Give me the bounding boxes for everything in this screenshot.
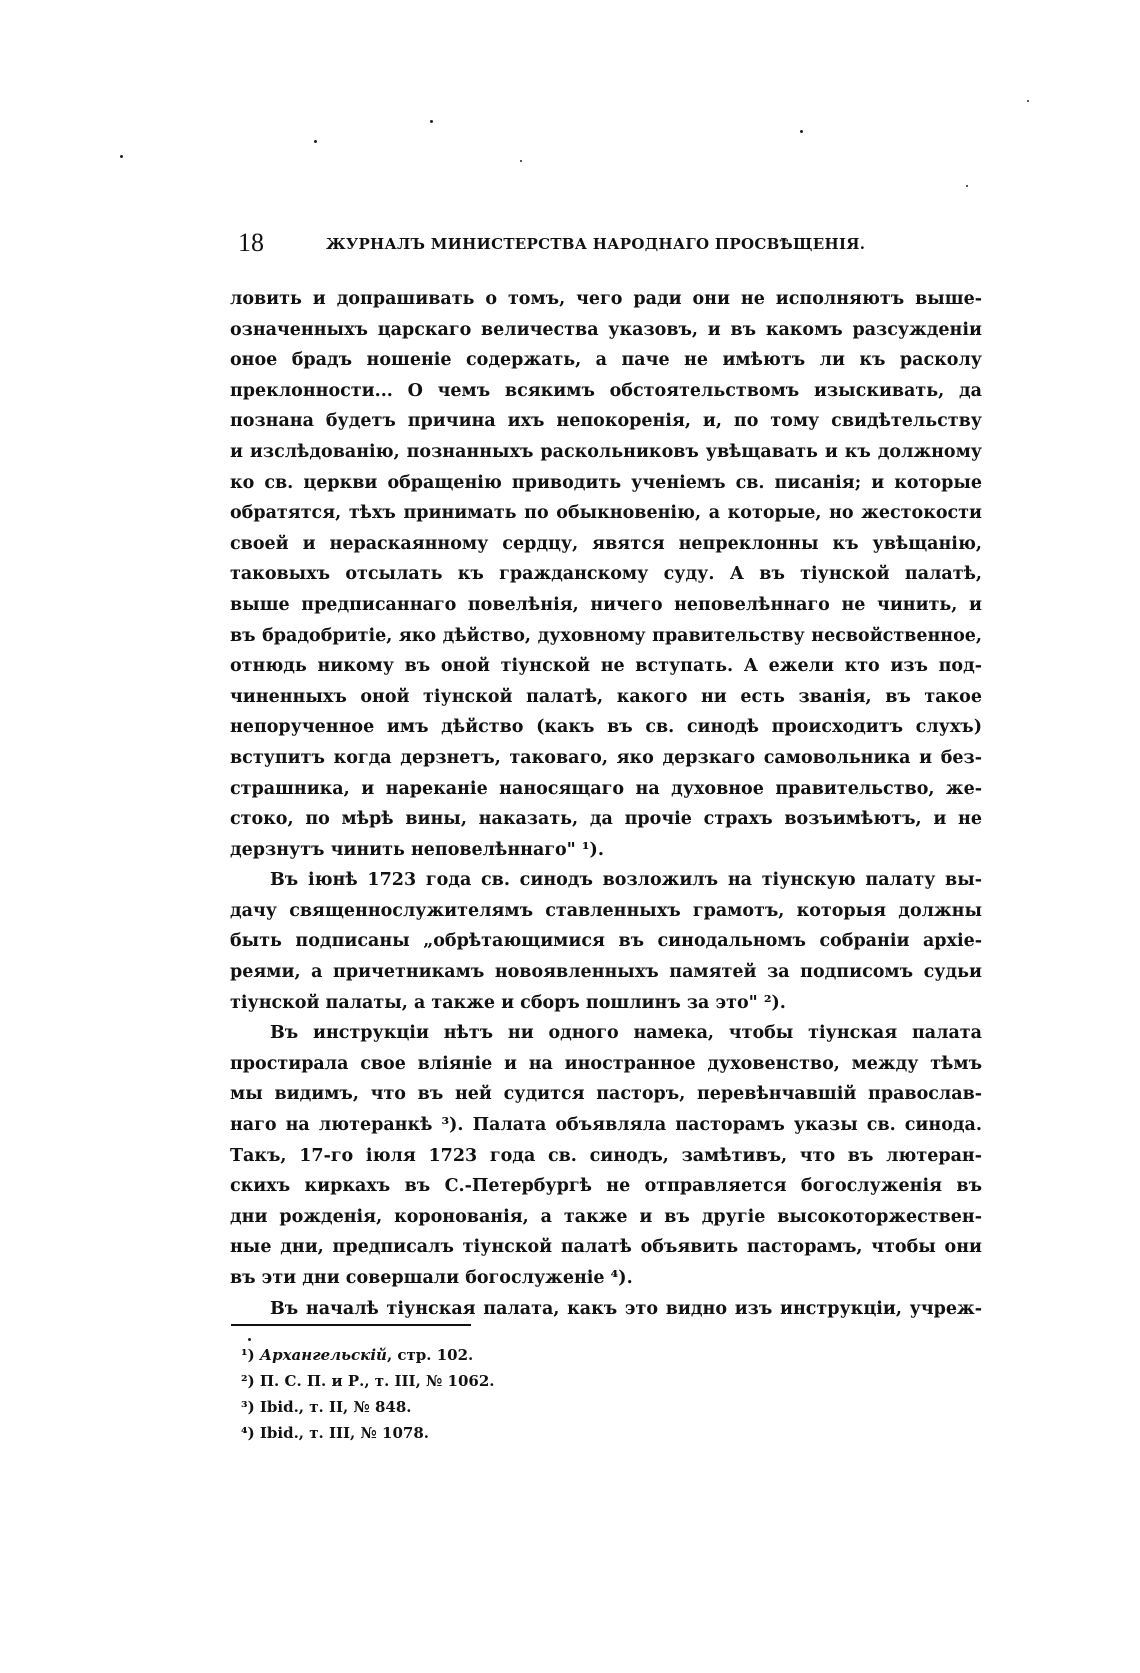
footnote-marker: ¹) <box>241 1346 260 1364</box>
footnote-reference: Ibid., т. III, № 1078. <box>259 1424 429 1442</box>
text-line: ловить и допрашивать о томъ, чего ради они не исполняютъ выше- <box>230 289 982 309</box>
text-line: мы видимъ, что въ ней судится пасторъ, перевѣнчавшій православ- <box>230 1084 982 1105</box>
text-line: своей и нераскаянному сердцу, явятся непреклонны къ увѣщанію, <box>230 533 982 554</box>
print-speck <box>248 1338 251 1341</box>
text-line: стоко, по мѣрѣ вины, наказать, да прочіе страхъ возъимѣютъ, и не <box>230 809 982 830</box>
page-number: 18 <box>238 228 264 257</box>
text-line: и изслѣдованію, познанныхъ раскольниковъ увѣщавать и къ должному <box>230 441 982 462</box>
footnote-marker: ²) <box>241 1372 260 1390</box>
text-line: реями, а причетникамъ новоявленныхъ памятей за подписомъ судьи <box>230 962 982 983</box>
text-line: оное брадъ ношеніе содержать, а паче не имѣютъ ли къ расколу <box>230 350 982 371</box>
footnote-reference: , стр. 102. <box>386 1346 474 1364</box>
text-line: вступитъ когда дерзнетъ, таковаго, яко дерзкаго самовольника и без- <box>230 747 982 768</box>
footnote-marker: ³) <box>241 1398 260 1416</box>
text-line: ко св. церкви обращенію приводить ученіемъ св. писанія; и которые <box>230 472 982 493</box>
text-line: выше предписаннаго повелѣнія, ничего неповелѣннаго не чинить, и <box>230 594 982 615</box>
text-line: быть подписаны „обрѣтающимися въ синодальномъ собраніи архіе- <box>230 931 982 952</box>
footnotes <box>241 1342 741 1446</box>
footnote-divider <box>231 1324 471 1326</box>
footnote-marker: ⁴) <box>241 1424 260 1442</box>
running-title: ЖУРНАЛЪ МИНИСТЕРСТВА НАРОДНАГО ПРОСВѢЩЕНІЯ. <box>326 235 866 253</box>
footnote-author: Архангельскій <box>259 1346 387 1364</box>
print-speck <box>120 155 123 158</box>
print-speck <box>966 185 968 187</box>
print-speck <box>520 160 522 162</box>
text-line: въ брадобритіе, яко дѣйство, духовному правительству несвойственное, <box>230 625 982 646</box>
text-line: Въ началѣ тіунская палата, какъ это видно изъ инструкціи, учреж- <box>270 1298 982 1319</box>
text-line: таковыхъ отсылать къ гражданскому суду. А въ тіунской палатѣ, <box>230 564 982 585</box>
text-line: познана будетъ причина ихъ непокоренія, и, по тому свидѣтельству <box>230 411 982 432</box>
footnote <box>241 1420 741 1446</box>
page-header <box>238 228 898 258</box>
text-line: дачу священнослужителямъ ставленныхъ грамотъ, которыя должны <box>230 900 982 921</box>
footnote-reference: П. С. П. и Р., т. III, № 1062. <box>259 1372 495 1390</box>
text-line: непорученное имъ дѣйство (какъ въ св. синодѣ происходитъ слухъ) <box>230 717 982 738</box>
footnote-reference: Ibid., т. II, № 848. <box>259 1398 412 1416</box>
text-line: Въ инструкціи нѣтъ ни одного намека, чтобы тіунская палата <box>270 1023 982 1044</box>
text-line: Такъ, 17-го іюля 1723 года св. синодъ, замѣтивъ, что въ лютеран- <box>230 1145 982 1166</box>
print-speck <box>800 130 803 133</box>
body-text <box>230 284 982 1324</box>
text-line: простирала свое вліяніе и на иностранное духовенство, между тѣмъ <box>230 1053 982 1074</box>
text-line: означенныхъ царскаго величества указовъ, и въ какомъ разсужденіи <box>230 319 982 340</box>
print-speck <box>314 140 317 143</box>
text-line: дерзнутъ чинить неповелѣннаго" ¹). <box>230 839 604 860</box>
text-line: страшника, и нареканіе наносящаго на духовное правительство, же- <box>230 778 982 799</box>
text-line: дни рожденія, коронованія, а также и въ другіе высокоторжествен- <box>230 1206 982 1227</box>
text-line: преклонности... О чемъ всякимъ обстоятельствомъ изыскивать, да <box>230 380 982 401</box>
text-line: Въ іюнѣ 1723 года св. синодъ возложилъ на тіунскую палату вы- <box>270 870 982 891</box>
print-speck <box>430 120 433 123</box>
footnote <box>241 1368 741 1394</box>
text-line: ные дни, предписалъ тіунской палатѣ объявить пасторамъ, чтобы они <box>230 1237 982 1258</box>
text-line: тіунской палаты, а также и сборъ пошлинъ за это" ²). <box>230 992 786 1013</box>
text-line: чиненныхъ оной тіунской палатѣ, какого ни есть званія, въ такое <box>230 686 982 707</box>
text-line: скихъ киркахъ въ С.-Петербургѣ не отправляется богослуженія въ <box>230 1176 982 1197</box>
text-line: въ эти дни совершали богослуженіе ⁴). <box>230 1268 633 1288</box>
footnote <box>241 1342 741 1368</box>
print-speck <box>1027 100 1029 102</box>
text-line: обратятся, тѣхъ принимать по обыкновенію, а которые, но жестокости <box>230 503 982 524</box>
footnote <box>241 1394 741 1420</box>
text-line: наго на лютеранкѣ ³). Палата объявляла пасторамъ указы св. синода. <box>230 1115 982 1136</box>
text-line: отнюдь никому въ оной тіунской не вступать. А ежели кто изъ под- <box>230 656 982 677</box>
